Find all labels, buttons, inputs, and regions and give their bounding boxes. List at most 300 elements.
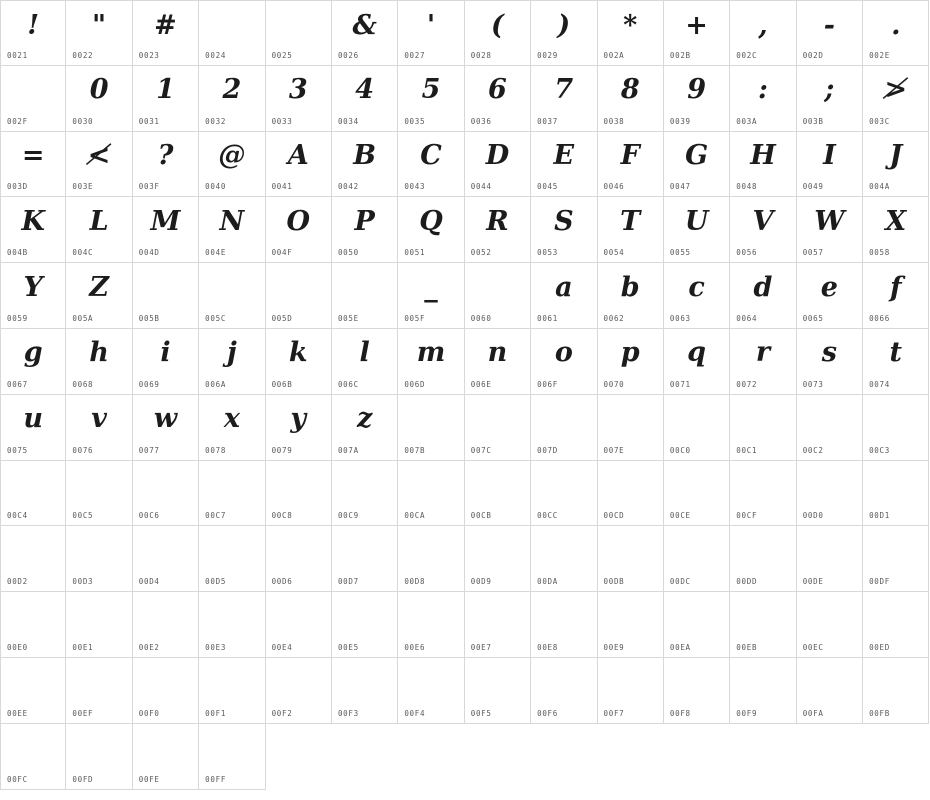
glyph-unicode-label: 0055 — [669, 248, 691, 258]
glyph-unicode-label: 00D1 — [869, 511, 890, 521]
glyph-character: 9 — [687, 74, 706, 106]
glyph-character: V — [752, 205, 774, 237]
glyph-unicode-label: 0079 — [271, 445, 293, 455]
glyph-cell[interactable] — [266, 592, 332, 658]
glyph-character — [332, 463, 397, 507]
glyph-character — [332, 594, 397, 638]
glyph-unicode-label: 00DD — [736, 577, 758, 587]
glyph-unicode-label: 002C — [736, 50, 758, 60]
glyph-character — [133, 594, 198, 638]
glyph-cell[interactable] — [398, 461, 464, 527]
glyph-cell[interactable] — [598, 197, 664, 263]
glyph-cell[interactable] — [598, 0, 664, 66]
glyph-character: g — [23, 337, 43, 369]
glyph-unicode-label: 0024 — [205, 50, 227, 60]
glyph-unicode-label: 00E8 — [537, 642, 558, 652]
glyph-cell[interactable] — [332, 263, 398, 329]
glyph-unicode-label: 00C0 — [669, 445, 691, 455]
glyph-character — [1, 594, 65, 638]
glyph-unicode-label: 007A — [337, 445, 359, 455]
glyph-character: z — [356, 403, 373, 435]
glyph-cell[interactable] — [332, 526, 398, 592]
glyph-cell[interactable] — [398, 66, 464, 132]
glyph-cell[interactable] — [598, 592, 664, 658]
glyph-cell[interactable] — [66, 263, 132, 329]
glyph-cell[interactable] — [266, 66, 332, 132]
glyph-cell[interactable] — [199, 0, 265, 66]
glyph-cell[interactable] — [531, 461, 597, 527]
glyph-cell[interactable] — [266, 0, 332, 66]
glyph-cell[interactable] — [664, 0, 730, 66]
glyph-cell[interactable] — [531, 66, 597, 132]
glyph-cell[interactable] — [797, 592, 863, 658]
glyph-unicode-label: 003B — [802, 116, 824, 126]
glyph-unicode-label: 006B — [271, 379, 293, 389]
glyph-unicode-label: 0031 — [138, 116, 160, 126]
glyph-unicode-label: 00E2 — [138, 642, 160, 652]
glyph-unicode-label: 0034 — [337, 116, 359, 126]
glyph-cell[interactable] — [199, 197, 265, 263]
glyph-cell[interactable] — [863, 395, 929, 461]
glyph-cell[interactable] — [465, 526, 531, 592]
glyph-character: L — [89, 205, 109, 237]
glyph-cell[interactable] — [664, 461, 730, 527]
glyph-cell[interactable] — [133, 263, 199, 329]
glyph-character: w — [153, 403, 178, 435]
glyph-cell[interactable] — [664, 132, 730, 198]
glyph-cell[interactable] — [0, 197, 66, 263]
glyph-character: E — [553, 140, 575, 172]
glyph-cell[interactable] — [465, 263, 531, 329]
glyph-cell[interactable] — [664, 263, 730, 329]
glyph-character: 3 — [288, 74, 308, 106]
glyph-cell[interactable] — [863, 66, 929, 132]
glyph-character: & — [352, 9, 377, 41]
glyph-cell[interactable] — [598, 263, 664, 329]
glyph-cell[interactable] — [531, 0, 597, 66]
glyph-unicode-label: 00F2 — [271, 708, 293, 718]
glyph-cell[interactable] — [199, 658, 265, 724]
glyph-cell[interactable] — [0, 461, 66, 527]
glyph-cell[interactable] — [797, 132, 863, 198]
glyph-unicode-label: 003D — [7, 182, 28, 192]
glyph-cell[interactable] — [0, 724, 66, 790]
glyph-cell[interactable] — [133, 0, 199, 66]
glyph-cell[interactable] — [332, 592, 398, 658]
glyph-unicode-label: 0054 — [603, 248, 625, 258]
glyph-cell[interactable] — [465, 66, 531, 132]
glyph-cell[interactable] — [664, 526, 730, 592]
glyph-cell[interactable] — [133, 66, 199, 132]
glyph-cell[interactable] — [730, 66, 796, 132]
glyph-character — [531, 594, 596, 638]
glyph-cell[interactable] — [730, 132, 796, 198]
glyph-cell[interactable] — [730, 526, 796, 592]
glyph-unicode-label: 0053 — [537, 248, 558, 258]
glyph-cell[interactable] — [266, 395, 332, 461]
glyph-unicode-label: 0023 — [138, 50, 160, 60]
glyph-character — [266, 463, 331, 507]
glyph-unicode-label: 0027 — [404, 50, 426, 60]
glyph-character: # — [154, 9, 177, 41]
glyph-cell[interactable] — [266, 461, 332, 527]
glyph-cell[interactable] — [465, 197, 531, 263]
glyph-cell[interactable] — [332, 329, 398, 395]
glyph-character: ; — [824, 74, 835, 106]
glyph-character: D — [485, 140, 510, 172]
glyph-character — [531, 397, 596, 441]
glyph-cell[interactable] — [664, 197, 730, 263]
glyph-character: = — [21, 140, 45, 172]
glyph-cell[interactable] — [66, 66, 132, 132]
glyph-unicode-label: 0050 — [337, 248, 359, 258]
glyph-cell[interactable] — [0, 526, 66, 592]
glyph-character: d — [753, 271, 773, 303]
glyph-cell[interactable] — [332, 132, 398, 198]
glyph-character: I — [823, 140, 836, 172]
glyph-cell[interactable] — [332, 461, 398, 527]
glyph-cell[interactable] — [199, 66, 265, 132]
glyph-cell[interactable] — [730, 592, 796, 658]
glyph-cell[interactable] — [133, 526, 199, 592]
glyph-character: - — [823, 9, 835, 41]
glyph-character — [863, 660, 928, 704]
glyph-cell[interactable] — [598, 395, 664, 461]
glyph-character — [133, 726, 198, 770]
glyph-cell[interactable] — [199, 132, 265, 198]
glyph-unicode-label: 0043 — [404, 182, 426, 192]
glyph-cell[interactable] — [0, 263, 66, 329]
glyph-cell[interactable] — [465, 592, 531, 658]
glyph-cell[interactable] — [730, 461, 796, 527]
glyph-character: q — [687, 337, 707, 369]
glyph-cell[interactable] — [0, 329, 66, 395]
glyph-cell[interactable] — [863, 461, 929, 527]
glyph-cell[interactable] — [66, 658, 132, 724]
glyph-cell[interactable] — [465, 329, 531, 395]
glyph-cell[interactable] — [266, 526, 332, 592]
glyph-cell[interactable] — [266, 132, 332, 198]
glyph-cell[interactable] — [133, 395, 199, 461]
glyph-unicode-label: 00E1 — [72, 642, 94, 652]
glyph-cell[interactable] — [66, 592, 132, 658]
glyph-unicode-label: 003C — [869, 116, 890, 126]
glyph-character — [133, 660, 198, 704]
glyph-unicode-label: 0022 — [72, 50, 94, 60]
glyph-cell[interactable] — [0, 66, 66, 132]
glyph-unicode-label: 0072 — [736, 379, 758, 389]
glyph-character — [1, 68, 65, 112]
glyph-cell[interactable] — [598, 461, 664, 527]
glyph-cell[interactable] — [66, 461, 132, 527]
glyph-cell[interactable] — [664, 395, 730, 461]
glyph-character: S — [554, 205, 574, 237]
glyph-cell[interactable] — [0, 395, 66, 461]
glyph-unicode-label: 0045 — [537, 182, 558, 192]
glyph-unicode-label: 0067 — [7, 379, 28, 389]
glyph-cell[interactable] — [664, 66, 730, 132]
glyph-unicode-label: 00C9 — [337, 511, 359, 521]
glyph-unicode-label: 00CF — [736, 511, 758, 521]
glyph-cell[interactable] — [398, 592, 464, 658]
glyph-character: ) — [557, 9, 571, 41]
glyph-character: M — [150, 205, 181, 237]
glyph-cell[interactable] — [797, 66, 863, 132]
glyph-cell[interactable] — [398, 658, 464, 724]
glyph-character — [332, 265, 397, 309]
glyph-character — [797, 594, 862, 638]
glyph-cell[interactable] — [797, 461, 863, 527]
glyph-character — [531, 528, 596, 572]
glyph-unicode-label: 005C — [205, 313, 227, 323]
glyph-cell[interactable] — [730, 263, 796, 329]
glyph-cell[interactable] — [332, 66, 398, 132]
glyph-cell[interactable] — [664, 658, 730, 724]
glyph-character: A — [287, 140, 309, 172]
glyph-cell[interactable] — [531, 658, 597, 724]
glyph-character: u — [23, 403, 44, 435]
glyph-cell[interactable] — [863, 329, 929, 395]
glyph-cell[interactable] — [797, 263, 863, 329]
glyph-cell[interactable] — [863, 526, 929, 592]
glyph-character: s — [821, 337, 837, 369]
glyph-character: o — [554, 337, 573, 369]
glyph-cell[interactable] — [531, 329, 597, 395]
glyph-cell[interactable] — [266, 658, 332, 724]
glyph-cell[interactable] — [0, 0, 66, 66]
glyph-cell[interactable] — [531, 197, 597, 263]
glyph-character: ' — [426, 9, 436, 41]
glyph-character: f — [889, 271, 902, 303]
glyph-cell[interactable] — [133, 724, 199, 790]
glyph-cell[interactable] — [730, 197, 796, 263]
glyph-cell[interactable] — [332, 0, 398, 66]
glyph-cell[interactable] — [863, 263, 929, 329]
glyph-unicode-label: 0057 — [802, 248, 824, 258]
glyph-cell[interactable] — [398, 395, 464, 461]
glyph-cell[interactable] — [66, 197, 132, 263]
glyph-character: 1 — [156, 74, 175, 106]
glyph-cell[interactable] — [797, 658, 863, 724]
glyph-character — [66, 726, 131, 770]
glyph-character: F — [620, 140, 640, 172]
glyph-unicode-label: 0029 — [537, 50, 558, 60]
glyph-cell[interactable] — [398, 329, 464, 395]
glyph-cell[interactable] — [66, 526, 132, 592]
glyph-unicode-label: 00D6 — [271, 577, 293, 587]
glyph-cell[interactable] — [531, 263, 597, 329]
glyph-cell[interactable] — [664, 329, 730, 395]
glyph-character — [730, 594, 795, 638]
glyph-unicode-label: 0032 — [205, 116, 227, 126]
glyph-cell[interactable] — [266, 263, 332, 329]
glyph-unicode-label: 0038 — [603, 116, 625, 126]
glyph-cell[interactable] — [66, 395, 132, 461]
glyph-unicode-label: 002E — [869, 50, 890, 60]
glyph-cell[interactable] — [863, 0, 929, 66]
glyph-cell[interactable] — [598, 526, 664, 592]
glyph-cell[interactable] — [664, 592, 730, 658]
glyph-cell[interactable] — [199, 395, 265, 461]
glyph-character — [664, 463, 729, 507]
glyph-character: p — [620, 337, 640, 369]
glyph-cell[interactable] — [863, 592, 929, 658]
glyph-character: " — [92, 9, 107, 41]
glyph-cell[interactable] — [66, 0, 132, 66]
glyph-cell[interactable] — [465, 0, 531, 66]
glyph-character — [1, 726, 65, 770]
glyph-unicode-label: 004B — [7, 248, 28, 258]
glyph-cell[interactable] — [797, 0, 863, 66]
glyph-cell[interactable] — [863, 132, 929, 198]
glyph-character: j — [226, 337, 237, 369]
glyph-cell[interactable] — [133, 132, 199, 198]
glyph-unicode-label: 00CA — [404, 511, 426, 521]
glyph-cell[interactable] — [199, 461, 265, 527]
glyph-cell[interactable] — [531, 132, 597, 198]
glyph-cell[interactable] — [598, 658, 664, 724]
glyph-character — [730, 397, 795, 441]
glyph-unicode-label: 00FA — [802, 708, 824, 718]
glyph-unicode-label: 00DF — [869, 577, 890, 587]
glyph-cell[interactable] — [598, 132, 664, 198]
glyph-character — [664, 594, 729, 638]
glyph-cell[interactable] — [199, 592, 265, 658]
glyph-character: ≯ — [884, 74, 908, 106]
glyph-cell[interactable] — [199, 724, 265, 790]
glyph-character: l — [359, 337, 370, 369]
glyph-character — [66, 594, 131, 638]
glyph-unicode-label: 0070 — [603, 379, 625, 389]
glyph-cell[interactable] — [465, 461, 531, 527]
glyph-unicode-label: 00DB — [603, 577, 625, 587]
glyph-unicode-label: 00D5 — [205, 577, 227, 587]
glyph-character: K — [21, 205, 45, 237]
glyph-character: v — [91, 403, 107, 435]
glyph-cell[interactable] — [465, 395, 531, 461]
glyph-cell[interactable] — [398, 0, 464, 66]
glyph-cell[interactable] — [0, 132, 66, 198]
glyph-character — [863, 594, 928, 638]
glyph-cell[interactable] — [465, 658, 531, 724]
glyph-cell[interactable] — [66, 329, 132, 395]
glyph-cell[interactable] — [797, 329, 863, 395]
glyph-unicode-label: 002D — [802, 50, 824, 60]
glyph-character — [398, 528, 463, 572]
glyph-character: B — [353, 140, 377, 172]
glyph-cell[interactable] — [531, 395, 597, 461]
glyph-cell[interactable] — [332, 197, 398, 263]
glyph-cell[interactable] — [133, 658, 199, 724]
glyph-unicode-label: 00E0 — [7, 642, 28, 652]
glyph-character: r — [755, 337, 771, 369]
glyph-cell[interactable] — [863, 197, 929, 263]
glyph-cell[interactable] — [266, 329, 332, 395]
glyph-unicode-label: 0059 — [7, 313, 28, 323]
glyph-unicode-label: 00FE — [138, 774, 160, 784]
glyph-unicode-label: 0026 — [337, 50, 359, 60]
glyph-cell[interactable] — [66, 132, 132, 198]
glyph-unicode-label: 00D7 — [337, 577, 359, 587]
glyph-character: H — [750, 140, 776, 172]
glyph-cell[interactable] — [332, 395, 398, 461]
glyph-unicode-label: 0062 — [603, 313, 625, 323]
glyph-unicode-label: 00D0 — [802, 511, 824, 521]
glyph-unicode-label: 00E4 — [271, 642, 293, 652]
glyph-unicode-label: 00E3 — [205, 642, 227, 652]
glyph-cell[interactable] — [730, 329, 796, 395]
glyph-character: J — [889, 140, 903, 172]
glyph-unicode-label: 00C8 — [271, 511, 293, 521]
glyph-cell[interactable] — [598, 329, 664, 395]
glyph-cell[interactable] — [730, 395, 796, 461]
glyph-unicode-label: 006D — [404, 379, 426, 389]
glyph-character — [863, 463, 928, 507]
glyph-cell[interactable] — [398, 197, 464, 263]
glyph-cell[interactable] — [0, 658, 66, 724]
glyph-cell[interactable] — [531, 592, 597, 658]
glyph-character — [266, 528, 331, 572]
glyph-cell[interactable] — [398, 526, 464, 592]
glyph-character — [863, 528, 928, 572]
glyph-cell[interactable] — [133, 197, 199, 263]
glyph-cell[interactable] — [465, 132, 531, 198]
glyph-unicode-label: 00F0 — [138, 708, 160, 718]
glyph-cell[interactable] — [133, 592, 199, 658]
glyph-character: y — [290, 403, 307, 435]
glyph-character: h — [89, 337, 109, 369]
glyph-cell[interactable] — [0, 592, 66, 658]
glyph-unicode-label: 00D3 — [72, 577, 94, 587]
glyph-cell[interactable] — [797, 395, 863, 461]
glyph-cell[interactable] — [797, 197, 863, 263]
glyph-character — [465, 594, 530, 638]
glyph-character — [797, 528, 862, 572]
glyph-cell[interactable] — [133, 461, 199, 527]
glyph-character: O — [286, 205, 311, 237]
glyph-unicode-label: 0028 — [470, 50, 492, 60]
glyph-cell[interactable] — [398, 132, 464, 198]
glyph-character: x — [223, 403, 240, 435]
glyph-cell[interactable] — [199, 526, 265, 592]
glyph-unicode-label: 00C3 — [869, 445, 890, 455]
glyph-cell[interactable] — [199, 329, 265, 395]
glyph-unicode-label: 00F3 — [337, 708, 359, 718]
glyph-character: Z — [89, 271, 109, 303]
glyph-cell[interactable] — [332, 658, 398, 724]
glyph-cell[interactable] — [199, 263, 265, 329]
glyph-character: C — [420, 140, 442, 172]
glyph-cell[interactable] — [398, 263, 464, 329]
glyph-cell[interactable] — [266, 197, 332, 263]
glyph-cell[interactable] — [730, 658, 796, 724]
glyph-unicode-label: 00EF — [72, 708, 94, 718]
glyph-cell[interactable] — [730, 0, 796, 66]
glyph-character — [66, 528, 131, 572]
glyph-unicode-label: 0042 — [337, 182, 359, 192]
glyph-unicode-label: 00CC — [537, 511, 558, 521]
glyph-cell[interactable] — [797, 526, 863, 592]
glyph-character — [863, 397, 928, 441]
glyph-cell[interactable] — [863, 658, 929, 724]
glyph-cell[interactable] — [598, 66, 664, 132]
glyph-cell[interactable] — [66, 724, 132, 790]
glyph-character: 8 — [620, 74, 640, 106]
glyph-cell[interactable] — [133, 329, 199, 395]
glyph-character — [398, 397, 463, 441]
glyph-unicode-label: 002F — [7, 116, 28, 126]
glyph-cell[interactable] — [531, 526, 597, 592]
